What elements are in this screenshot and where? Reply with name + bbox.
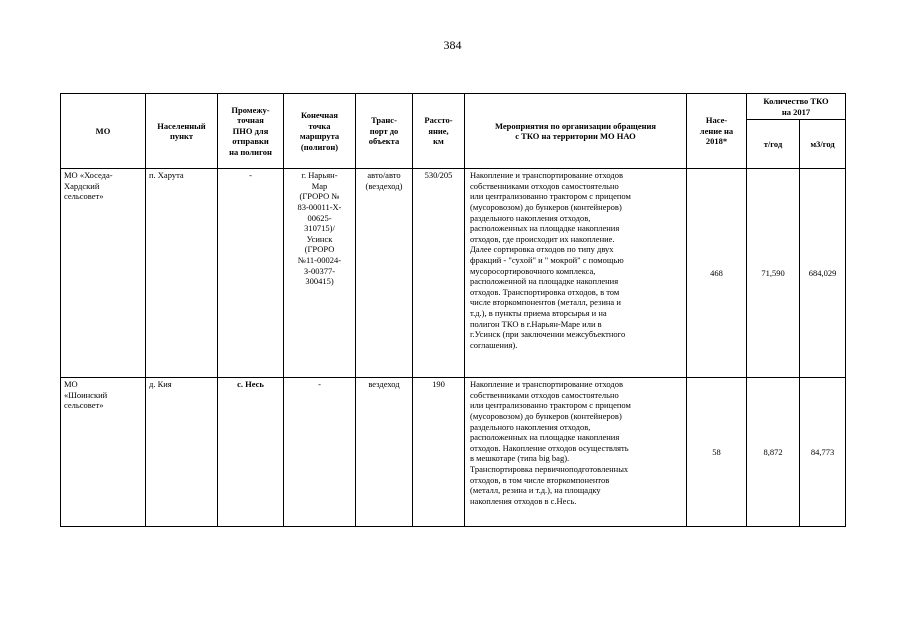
header-intermediate-point: Промежу- точная ПНО для отправки на полигон (218, 94, 284, 169)
cell-measures: Накопление и транспортирование отходов собственниками отходов самостоятельно или централизованно трактором с прицепом (мусоровозом) до бункеров (контейнеров) раздельного накопления отходов, расположенных на площадке накопления отходов, где происходит их накопление. Далее сортировка отходов по типу двух фракций - "сухой" и " мокрой" с помощью мусоросортировочного комплекса, расположенной на площадке накопления отходов. Транспортировка отходов, в том числе вторкомпонентов (металл, резина и т.д.), в пункты приема вторсырья и на полигон ТКО в г.Нарьян-Маре или в г.Усинск (при заключении межсубъектного соглашения). (465, 169, 687, 378)
header-mo: МО (61, 94, 146, 169)
header-population: Насе- ление на 2018* (687, 94, 747, 169)
cell-intermediate-point: с. Несь (218, 378, 284, 527)
cell-distance: 530/205 (413, 169, 465, 378)
header-end-point: Конечная точка маршрута (полигон) (284, 94, 356, 169)
cell-measures: Накопление и транспортирование отходов собственниками отходов самостоятельно или централизованно трактором с прицепом (мусоровозом) до бункеров (контейнеров) раздельного накопления отходов, расположенных на площадке накопления отходов. Накопление отходов осуществлять в мешкотаре (типа big bag). Транспортировка первичноподготовленных отходов, в том числе вторкомпонентов (металл, резина и т.д.), на площадку накопления отходов в с.Несь. (465, 378, 687, 527)
cell-transport: вездеход (356, 378, 413, 527)
table-row (61, 169, 846, 378)
cell-settlement: д. Кия (146, 378, 218, 527)
header-transport: Транс- порт до объекта (356, 94, 413, 169)
cell-intermediate-point: - (218, 169, 284, 378)
cell-transport: авто/авто (вездеход) (356, 169, 413, 378)
header-settlement: Населенный пункт (146, 94, 218, 169)
cell-tons: 71,590 (747, 169, 800, 378)
header-measures: Мероприятия по организации обращения с ТКО на территории МО НАО (465, 94, 687, 169)
header-tons: т/год (747, 120, 800, 169)
cell-end-point: г. Нарьян- Мар (ГРОРО № 83-00011-Х- 00625- 310715)/ Усинск (ГРОРО №11-00024- З-00377- 300415) (284, 169, 356, 378)
cell-mo: МО «Шоинский сельсовет» (61, 378, 146, 527)
cell-distance: 190 (413, 378, 465, 527)
header-distance: Рассто- яние, км (413, 94, 465, 169)
cell-population: 58 (687, 378, 747, 527)
cell-settlement: п. Харута (146, 169, 218, 378)
header-m3: м3/год (800, 120, 846, 169)
cell-tons: 8,872 (747, 378, 800, 527)
cell-population: 468 (687, 169, 747, 378)
cell-m3: 84,773 (800, 378, 846, 527)
cell-end-point: - (284, 378, 356, 527)
tko-table (60, 93, 846, 527)
header-row-top (61, 94, 846, 120)
header-tko-amount: Количество ТКО на 2017 (747, 94, 846, 120)
cell-mo: МО «Хоседа- Хардский сельсовет» (61, 169, 146, 378)
cell-m3: 684,029 (800, 169, 846, 378)
table-row (61, 378, 846, 527)
page-number: 384 (443, 38, 462, 52)
